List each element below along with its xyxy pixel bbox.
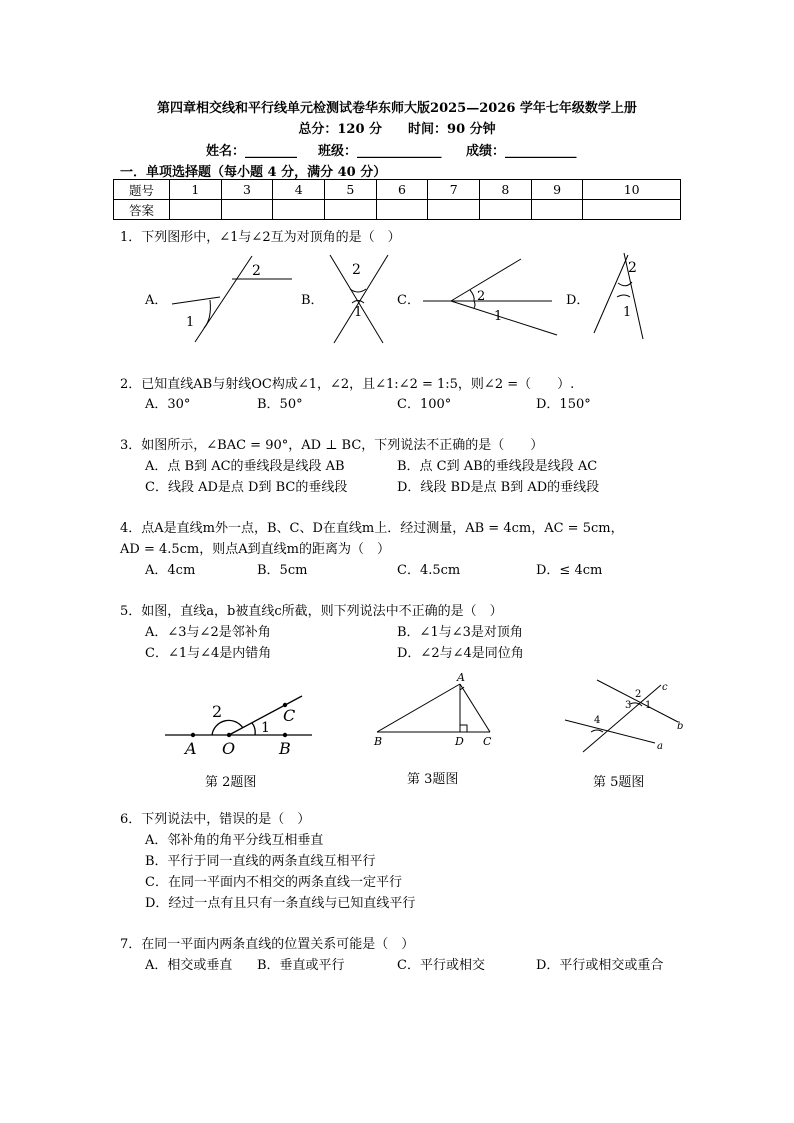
q1-stem: 1．下列图形中，∠1与∠2互为对顶角的是（ ） <box>120 230 401 245</box>
fig3-label-B: B <box>374 735 383 748</box>
table-row <box>114 200 681 220</box>
q1-option-b[interactable]: B． <box>301 293 324 308</box>
answer-cell[interactable] <box>221 200 273 220</box>
table-cell: 1 <box>170 180 222 200</box>
class-field[interactable]: 班级：_____________ <box>318 144 442 159</box>
q2-option-a[interactable]: A．30° <box>145 397 191 412</box>
fig5-label-a: a <box>657 741 663 752</box>
fig5-label-3: 3 <box>625 700 632 711</box>
fig2-label-A: A <box>185 739 197 758</box>
q6-option-a[interactable]: A．邻补角的角平分线互相垂直 <box>145 833 324 848</box>
exam-title: 第四章相交线和平行线单元检测试卷华东师大版2025—2026 学年七年级数学上册 <box>157 101 637 116</box>
q4-option-a[interactable]: A．4cm <box>145 563 196 578</box>
table-cell: 10 <box>583 180 681 200</box>
table-cell: 4 <box>273 180 325 200</box>
table-cell: 8 <box>480 180 532 200</box>
fig5-caption: 第 5题图 <box>593 775 645 790</box>
answer-cell[interactable] <box>531 200 583 220</box>
figures-row <box>0 670 794 800</box>
q7-option-a[interactable]: A．相交或垂直 <box>145 958 233 973</box>
q3-option-c[interactable]: C．线段 AD是点 D到 BC的垂线段 <box>145 480 348 495</box>
q4-option-b[interactable]: B．5cm <box>257 563 308 578</box>
q1c-label-1: 1 <box>494 309 503 324</box>
q1a-label-1: 1 <box>186 315 195 330</box>
table-cell: 6 <box>376 180 428 200</box>
q3-option-b[interactable]: B．点 C到 AB的垂线段是线段 AC <box>397 459 598 474</box>
figure-q2-points <box>191 703 287 737</box>
q1-option-a[interactable]: A． <box>145 293 168 308</box>
q1-figures <box>0 245 794 350</box>
answer-cell[interactable] <box>376 200 428 220</box>
table-row <box>114 180 681 200</box>
q2-option-c[interactable]: C．100° <box>397 397 452 412</box>
table-cell: 5 <box>325 180 377 200</box>
q1-option-c[interactable]: C． <box>397 293 420 308</box>
answer-table <box>113 179 681 220</box>
fig5-label-1: 1 <box>645 700 652 711</box>
q7-option-b[interactable]: B．垂直或平行 <box>257 958 345 973</box>
answer-cell[interactable] <box>428 200 480 220</box>
q4-option-d[interactable]: D．≤ 4cm <box>536 563 603 578</box>
q4-stem-line1: 4．点A是直线m外一点，B、C、D在直线m上．经过测量，AB = 4cm，AC = 5cm， <box>120 521 624 536</box>
fig3-label-C: C <box>483 735 492 748</box>
fig3-caption: 第 3题图 <box>407 772 459 787</box>
q6-option-d[interactable]: D．经过一点有且只有一条直线与已知直线平行 <box>145 896 416 911</box>
q1d-label-2: 2 <box>628 260 637 276</box>
q2-option-b[interactable]: B．50° <box>257 397 303 412</box>
q1c-label-2: 2 <box>477 289 486 304</box>
q1d-label-1: 1 <box>623 305 632 320</box>
section1-heading: 一．单项选择题（每小题 4 分，满分 40 分） <box>120 165 387 180</box>
answer-cell[interactable] <box>583 200 681 220</box>
q3-stem: 3．如图所示，∠BAC = 90°，AD ⊥ BC，下列说法不正确的是（ ） <box>120 438 544 453</box>
answer-cell[interactable] <box>170 200 222 220</box>
fig2-label-2: 2 <box>212 702 223 721</box>
q1-option-d[interactable]: D． <box>566 293 590 308</box>
fig3-label-D: D <box>455 735 464 748</box>
fig5-label-2: 2 <box>635 689 642 700</box>
q5-option-a[interactable]: A．∠3与∠2是邻补角 <box>145 625 271 640</box>
table-cell: 3 <box>221 180 273 200</box>
q1b-label-1: 1 <box>354 305 363 320</box>
q4-stem-line2: AD = 4.5cm，则点A到直线m的距离为（ ） <box>120 542 390 557</box>
fig2-label-C: C <box>283 706 296 725</box>
row-label: 答案 <box>114 200 170 220</box>
name-field[interactable]: 姓名：________ <box>206 144 298 159</box>
answer-cell[interactable] <box>480 200 532 220</box>
q6-option-b[interactable]: B．平行于同一直线的两条直线互相平行 <box>145 854 376 869</box>
answer-cell[interactable] <box>273 200 325 220</box>
table-cell: 9 <box>531 180 583 200</box>
q2-stem: 2．已知直线AB与射线OC构成∠1，∠2，且∠1:∠2 = 1:5，则∠2 =（ ）. <box>120 377 575 392</box>
answer-cell[interactable] <box>325 200 377 220</box>
q4-option-c[interactable]: C．4.5cm <box>397 563 461 578</box>
q7-option-d[interactable]: D．平行或相交或重合 <box>536 958 664 973</box>
fig5-label-4: 4 <box>594 715 601 726</box>
table-cell: 7 <box>428 180 480 200</box>
fig2-label-B: B <box>279 739 291 758</box>
fig3-label-A: A <box>457 671 465 684</box>
q5-option-b[interactable]: B．∠1与∠3是对顶角 <box>397 625 523 640</box>
fig2-label-O: O <box>222 739 236 758</box>
q3-option-a[interactable]: A．点 B到 AC的垂线段是线段 AB <box>145 459 345 474</box>
q2-option-d[interactable]: D．150° <box>536 397 591 412</box>
q5-option-c[interactable]: C．∠1与∠4是内错角 <box>145 646 272 661</box>
grade-field[interactable]: 成绩：___________ <box>466 144 577 159</box>
row-label: 题号 <box>114 180 170 200</box>
q5-stem: 5．如图，直线a，b被直线c所截，则下列说法中不正确的是（ ） <box>120 604 503 619</box>
q6-option-c[interactable]: C．在同一平面内不相交的两条直线一定平行 <box>145 875 402 890</box>
q5-option-d[interactable]: D．∠2与∠4是同位角 <box>397 646 524 661</box>
fig2-label-1: 1 <box>261 720 270 736</box>
q7-stem: 7．在同一平面内两条直线的位置关系可能是（ ） <box>120 937 415 952</box>
q3-option-d[interactable]: D．线段 BD是点 B到 AD的垂线段 <box>397 480 600 495</box>
q6-stem: 6．下列说法中，错误的是（ ） <box>120 812 311 827</box>
q1b-label-2: 2 <box>352 262 361 278</box>
q1a-label-2: 2 <box>252 263 261 279</box>
fig2-caption: 第 2题图 <box>205 775 257 790</box>
q1-figure-c <box>423 259 557 335</box>
score-time: 总分：120 分 时间：90 分钟 <box>298 122 496 137</box>
figure-q3 <box>377 684 490 732</box>
q7-option-c[interactable]: C．平行或相交 <box>397 958 485 973</box>
fig5-label-b: b <box>677 721 684 732</box>
fig5-label-c: c <box>662 682 668 693</box>
